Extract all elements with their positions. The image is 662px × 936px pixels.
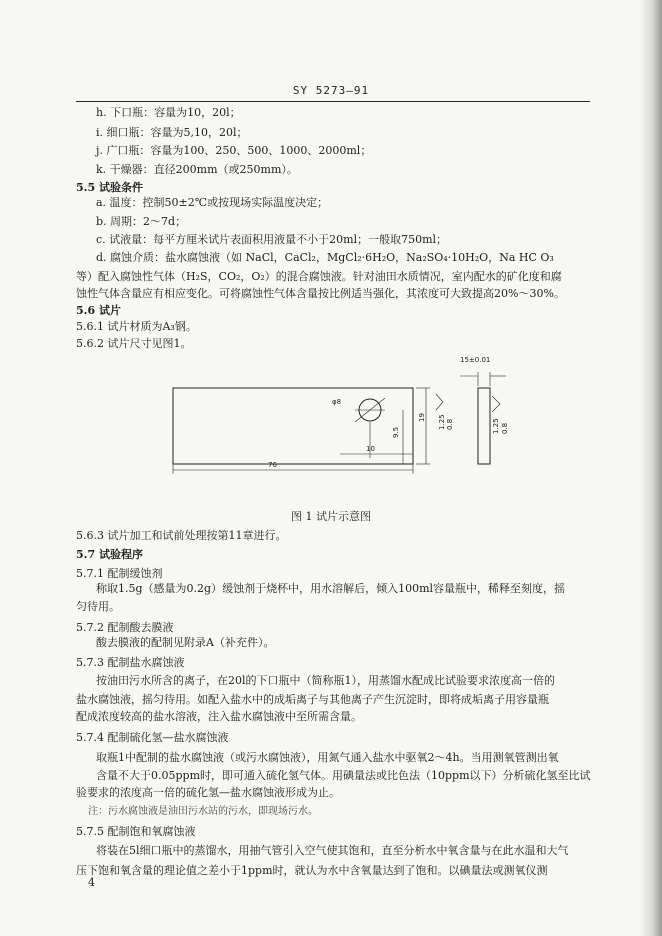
subsection: 5.7.3 配制盐水腐蚀液 <box>76 656 185 669</box>
section-heading: 5.7 试验程序 <box>76 548 143 561</box>
section-heading: 5.6 试片 <box>76 304 121 317</box>
subsection: 5.7.2 配制酸去膜液 <box>76 621 174 634</box>
dim-thickness-label: 15±0.01 <box>460 356 491 364</box>
subsection: 5.6.2 试片尺寸见图1。 <box>76 337 192 350</box>
paragraph-line: 匀待用。 <box>76 600 120 613</box>
paragraph-line: 蚀性气体含量应有相应变化。可将腐蚀性气体含量按比例适当强化，其浓度可大致提高20%～30%。 <box>76 287 565 300</box>
side-roughness-a-label: 1.25 <box>492 418 500 434</box>
subsection: 5.6.1 试片材质为A₃钢。 <box>76 320 197 333</box>
dim-offset-label: 10 <box>366 445 375 453</box>
list-item-k: k. 干燥器：直径200mm（或250mm）。 <box>96 163 298 176</box>
specimen-side-view <box>478 388 490 464</box>
roughness-b-label: 0.8 <box>446 418 454 430</box>
figure-caption: 图 1 试片示意图 <box>291 510 371 523</box>
specimen-outline <box>173 388 413 464</box>
list-item-h: h. 下口瓶：容量为10，20l； <box>96 106 241 119</box>
section-heading: 5.5 试验条件 <box>76 181 143 194</box>
paragraph-line: 按油田污水所含的离子，在20l的下口瓶中（简称瓶1），用蒸馏水配成比试验要求浓度高一倍的 <box>96 674 556 687</box>
document-code: SY 5273—91 <box>292 84 370 97</box>
page-number: 4 <box>88 876 95 889</box>
list-item-j: j. 广口瓶：容量为100、250、500、1000、2000ml； <box>96 144 372 157</box>
subsection: 5.7.4 配制硫化氢—盐水腐蚀液 <box>76 731 229 744</box>
paragraph-line: 配成浓度较高的盐水溶液，注入盐水腐蚀液中至所需含量。 <box>76 710 362 723</box>
specimen-figure <box>160 350 520 500</box>
paragraph-line: 将装在5l细口瓶中的蒸馏水，用抽气管引入空气使其饱和，直至分析水中氧含量与在此水温和大气 <box>96 844 569 857</box>
dim-hole-label: φ8 <box>332 398 342 406</box>
side-roughness-b-label: 0.8 <box>501 422 509 434</box>
subsection: 5.7.5 配制饱和氧腐蚀液 <box>76 825 196 838</box>
paragraph-line: 压下饱和氧含量的理论值之差小于1ppm时，就认为水中含氧量达到了饱和。以碘量法或测氧仪测 <box>76 864 548 877</box>
paragraph-line: 等）配入腐蚀性气体（H₂S，CO₂，O₂）的混合腐蚀液。针对油田水质情况，室内配水的矿化度和腐 <box>76 270 562 283</box>
paragraph-line: 验要求的浓度高一倍的硫化氢—盐水腐蚀液形成为止。 <box>76 786 340 799</box>
subsection: 5.7.1 配制缓蚀剂 <box>76 567 163 580</box>
list-item: a. 温度：控制50±2℃或按现场实际温度决定； <box>96 196 329 209</box>
list-item-i: i. 细口瓶：容量为5,10，20l； <box>96 126 248 139</box>
roughness-a-label: 1.25 <box>438 414 446 430</box>
paragraph-line: 称取1.5g（感量为0.2g）缓蚀剂于烧杯中，用水溶解后，倾入100ml容量瓶中，稀释至刻度，摇 <box>96 582 566 595</box>
paragraph-line: 含量不大于0.05ppm时，即可通入硫化氢气体。用碘量法或比色法（10ppm以下）分析硫化氢至比试 <box>96 769 591 782</box>
dim-height-label: 19 <box>418 413 426 422</box>
paragraph-line: 酸去膜液的配制见附录A（补充件）。 <box>96 636 275 649</box>
header-rule <box>76 101 590 102</box>
list-item: c. 试液量：每平方厘米试片表面积用液量不小于20ml；一般取750ml； <box>96 233 448 246</box>
scan-edge <box>640 0 662 936</box>
subsection: 5.6.3 试片加工和试前处理按第11章进行。 <box>76 529 287 542</box>
paragraph-line: 取瓶1中配制的盐水腐蚀液（或污水腐蚀液），用氮气通入盐水中驱氧2～4h。当用测氧管测出氧 <box>96 751 559 764</box>
list-item: d. 腐蚀介质：盐水腐蚀液（如 NaCl，CaCl₂，MgCl₂·6H₂O，Na₂SO₄·10H₂O，Na HC O₃ <box>96 251 554 264</box>
paragraph-line: 盐水腐蚀液，摇匀待用。如配入盐水中的成垢离子与其他离子产生沉淀时，即将成垢离子用容量瓶 <box>76 693 549 706</box>
note: 注：污水腐蚀液是油田污水站的污水，即现场污水。 <box>88 806 318 817</box>
list-item: b. 周期：2～7d； <box>96 215 187 228</box>
dim-half-height-label: 9.5 <box>392 426 400 438</box>
dim-length-label: 76 <box>268 461 277 469</box>
